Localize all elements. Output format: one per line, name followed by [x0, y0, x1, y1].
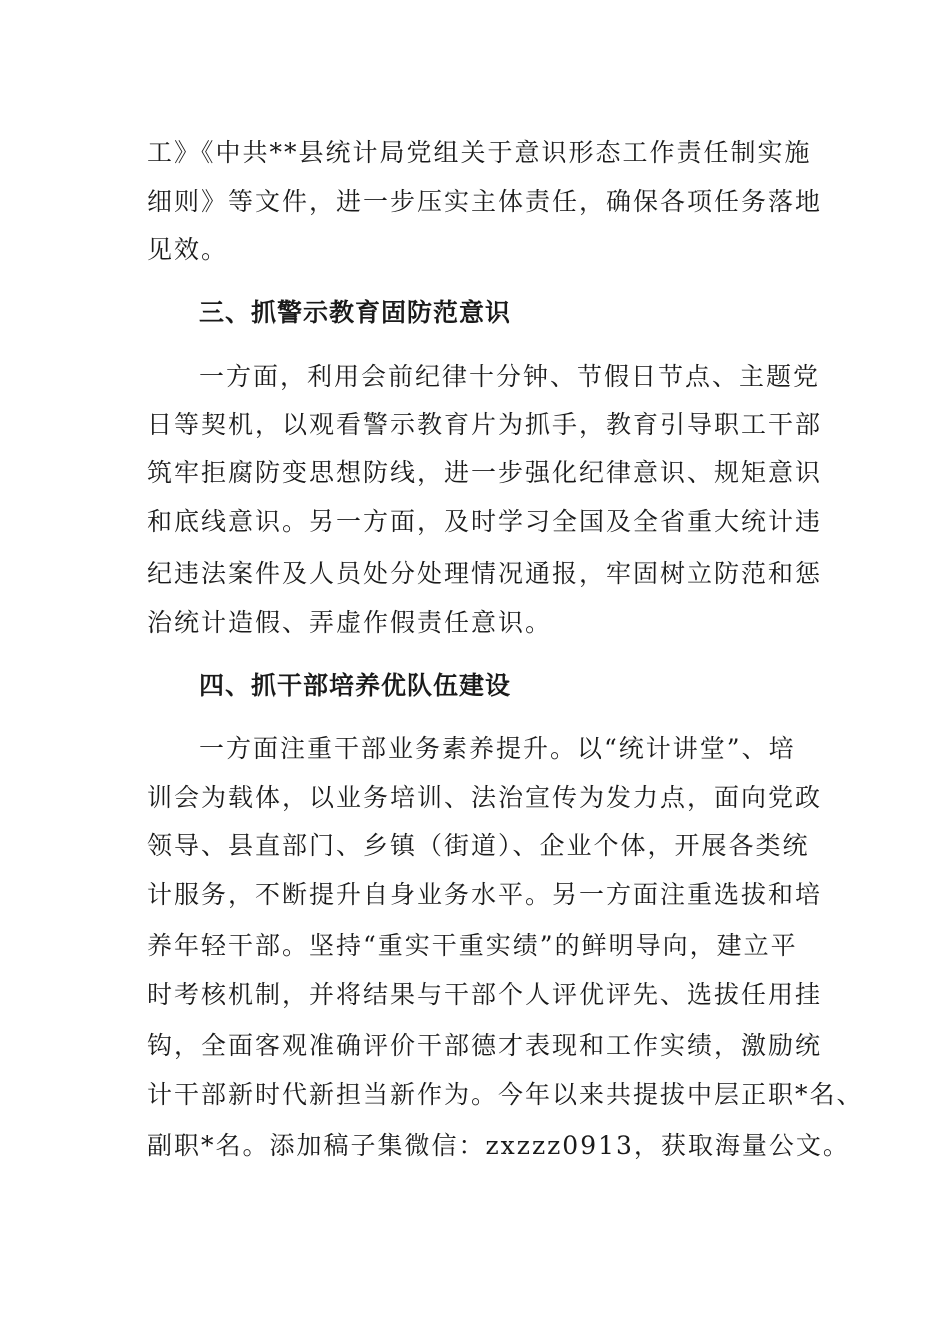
text-line: 日等契机，以观看警示教育片为抓手，教育引导职工干部 [147, 410, 823, 439]
text-line: 副职*名。添加稿子集微信：zxzzz0913，获取海量公文。 [147, 1131, 850, 1160]
text-line: 见效。 [147, 235, 229, 264]
text-line: 养年轻干部。坚持“重实干重实绩”的鲜明导向，建立平 [147, 931, 798, 960]
text-line: 和底线意识。另一方面，及时学习全国及全省重大统计违 [147, 507, 823, 536]
section-heading-4: 四、抓干部培养优队伍建设 [199, 671, 512, 700]
text-line: 训会为载体，以业务培训、法治宣传为发力点，面向党政 [147, 783, 823, 812]
text-line: 纪违法案件及人员处分处理情况通报，牢固树立防范和惩 [147, 559, 823, 588]
text-line: 工》《中共**县统计局党组关于意识形态工作责任制实施 [147, 138, 812, 167]
text-line: 钩，全面客观准确评价干部德才表现和工作实绩，激励统 [147, 1031, 823, 1060]
text-line: 时考核机制，并将结果与干部个人评优评先、选拔任用挂 [147, 980, 823, 1009]
section-heading-3: 三、抓警示教育固防范意识 [199, 298, 512, 327]
text-line: 治统计造假、弄虚作假责任意识。 [147, 608, 553, 637]
text-line: 领导、县直部门、乡镇（街道）、企业个体，开展各类统 [147, 831, 810, 860]
text-line: 筑牢拒腐防变思想防线，进一步强化纪律意识、规矩意识 [147, 458, 823, 487]
text-line: 一方面注重干部业务素养提升。以“统计讲堂”、培 [199, 734, 796, 763]
text-line: 一方面，利用会前纪律十分钟、节假日节点、主题党 [199, 362, 821, 391]
text-line: 细则》等文件，进一步压实主体责任，确保各项任务落地 [147, 187, 823, 216]
text-line: 计干部新时代新担当新作为。今年以来共提拔中层正职*名、 [147, 1080, 864, 1109]
text-line: 计服务，不断提升自身业务水平。另一方面注重选拔和培 [147, 880, 823, 909]
